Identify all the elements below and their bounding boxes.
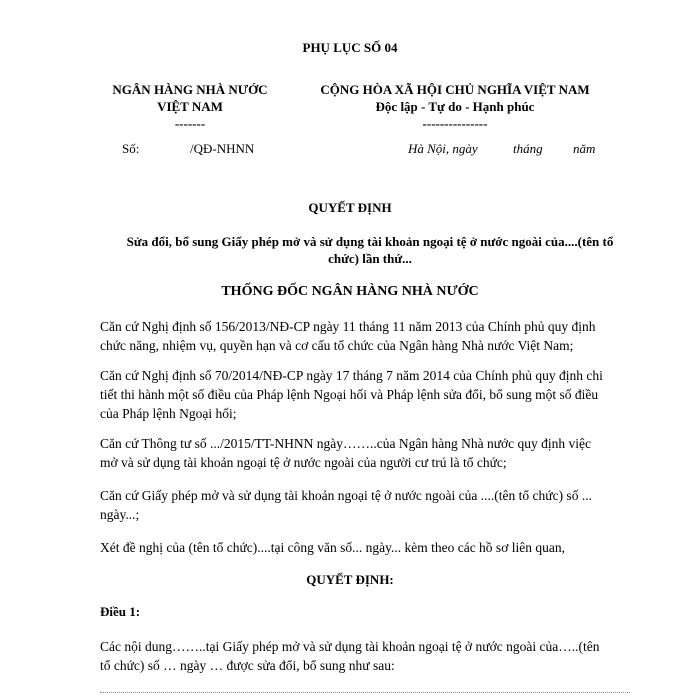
paragraph-line: Căn cứ Nghị định số 70/2014/NĐ-CP ngày 17 tháng 7 năm 2014 của Chính phủ quy định chi	[100, 368, 603, 383]
article-1-body	[100, 637, 630, 675]
legal-basis-paragraph	[100, 486, 630, 524]
agency-name-line2: VIỆT NAM	[157, 99, 223, 114]
date-place: Hà Nội, ngày	[408, 141, 478, 156]
dotted-fill-line	[100, 692, 630, 693]
paragraph-line: Căn cứ Giấy phép mở và sử dụng tài khoản ngoại tệ ở nước ngoài của ....(tên tổ chức) số ...	[100, 488, 592, 503]
legal-basis-paragraph	[100, 434, 630, 472]
date-year: năm	[573, 141, 596, 156]
decision-subtitle-line2: chức) lần thứ...	[328, 251, 412, 266]
legal-basis-paragraph	[100, 317, 630, 355]
issuing-authority: THỐNG ĐỐC NGÂN HÀNG NHÀ NƯỚC	[221, 284, 479, 299]
appendix-label: PHỤ LỤC SỐ 04	[302, 40, 398, 55]
national-motto: Độc lập - Tự do - Hạnh phúc	[375, 99, 535, 114]
article-1-heading: Điều 1:	[100, 604, 141, 619]
paragraph-line: mở và sử dụng tài khoản ngoại tệ ở nước ngoài của người cư trú là tổ chức;	[100, 455, 507, 470]
date-month: tháng	[513, 141, 543, 156]
paragraph-line: Xét đề nghị của (tên tổ chức)....tại công văn số... ngày... kèm theo các hồ sơ liên quan,	[100, 540, 565, 555]
decision-title: QUYẾT ĐỊNH	[308, 200, 392, 215]
agency-divider: -------	[174, 116, 206, 131]
consideration-paragraph	[100, 538, 630, 557]
paragraph-line: ngày...;	[100, 507, 140, 522]
paragraph-line: của Pháp lệnh Ngoại hối;	[100, 406, 237, 421]
national-title: CỘNG HÒA XÃ HỘI CHỦ NGHĨA VIỆT NAM	[320, 82, 590, 97]
paragraph-line: tổ chức) số … ngày … được sửa đổi, bổ sung như sau:	[100, 658, 395, 673]
paragraph-line: Căn cứ Thông tư số .../2015/TT-NHNN ngày……..của Ngân hàng Nhà nước quy định việc	[100, 436, 592, 451]
paragraph-line: tiết thi hành một số điều của Pháp lệnh Ngoại hối và Pháp lệnh sửa đổi, bổ sung một số điều	[100, 387, 599, 402]
decision-subtitle-line1: Sửa đổi, bổ sung Giấy phép mở và sử dụng tài khoản ngoại tệ ở nước ngoài của....(tên tổ	[126, 234, 614, 249]
decision-heading: QUYẾT ĐỊNH:	[306, 572, 394, 587]
agency-name-line1: NGÂN HÀNG NHÀ NƯỚC	[112, 82, 268, 97]
paragraph-line: chức năng, nhiệm vụ, quyền hạn và cơ cấu tổ chức của Ngân hàng Nhà nước Việt Nam;	[100, 338, 574, 353]
legal-basis-paragraph	[100, 366, 630, 423]
number-label: Số:	[122, 141, 140, 156]
national-divider: ---------------	[422, 116, 488, 131]
number-code: /QĐ-NHNN	[190, 141, 255, 156]
paragraph-line: Các nội dung……..tại Giấy phép mở và sử dụng tài khoản ngoại tệ ở nước ngoài của…..(tên	[100, 639, 600, 654]
paragraph-line: Căn cứ Nghị định số 156/2013/NĐ-CP ngày 11 tháng 11 năm 2013 của Chính phủ quy định	[100, 319, 596, 334]
